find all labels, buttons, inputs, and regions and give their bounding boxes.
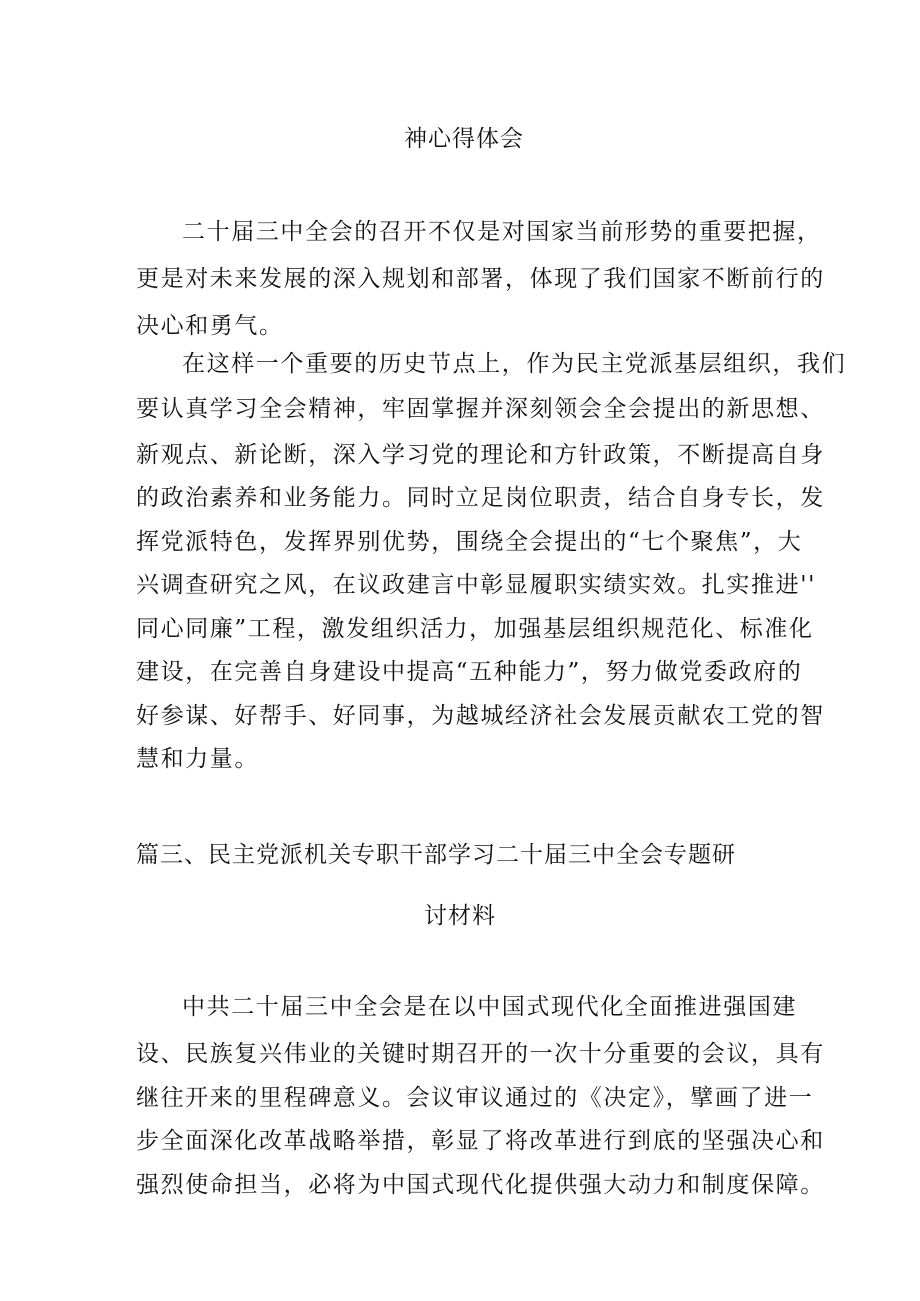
section-heading-line: 讨材料 [424,903,496,929]
paragraph-line: 的政治素养和业务能力。同时立足岗位职责，结合自身专长，发 [136,485,825,511]
paragraph-line: 更是对未来发展的深入规划和部署，体现了我们国家不断前行的 [136,266,825,292]
paragraph-line: 在这样一个重要的历史节点上，作为民主党派基层组织，我们 [182,351,847,377]
paragraph-line: 决心和勇气。 [136,313,284,339]
paragraph-line: 好参谋、好帮手、好同事，为越城经济社会发展贡献农工党的智 [136,703,825,729]
paragraph-line: 要认真学习全会精神，牢固掌握并深刻领会全会提出的新思想、 [136,396,825,422]
section-heading-line: 篇三、民主党派机关专职干部学习二十届三中全会专题研 [136,842,736,868]
top-heading: 神心得体会 [404,126,524,152]
paragraph-line: 挥党派特色，发挥界别优势，围绕全会提出的“七个聚焦”，大 [136,529,803,555]
paragraph-line: 建设，在完善自身建设中提高“五种能力”，努力做党委政府的 [136,659,803,685]
paragraph-line: 中共二十届三中全会是在以中国式现代化全面推进强国建 [182,994,797,1020]
paragraph-line: 继往开来的里程碑意义。会议审议通过的《决定》，擘画了进一 [136,1085,814,1111]
paragraph-line: 步全面深化改革战略举措，彰显了将改革进行到底的坚强决心和 [136,1128,825,1154]
paragraph-line: 慧和力量。 [136,746,259,772]
paragraph-line: 二十届三中全会的召开不仅是对国家当前形势的重要把握， [182,219,822,245]
paragraph-line: 兴调查研究之风，在议政建言中彰显履职实绩实效。扎实推进'' [136,572,817,598]
paragraph-line: 同心同廉”工程，激发组织活力，加强基层组织规范化、标准化 [136,616,814,642]
paragraph-line: 设、民族复兴伟业的关键时期召开的一次十分重要的会议，具有 [136,1041,825,1067]
paragraph-line: 强烈使命担当，必将为中国式现代化提供强大动力和制度保障。 [136,1172,825,1198]
paragraph-line: 新观点、新论断，深入学习党的理论和方针政策，不断提高自身 [136,442,825,468]
